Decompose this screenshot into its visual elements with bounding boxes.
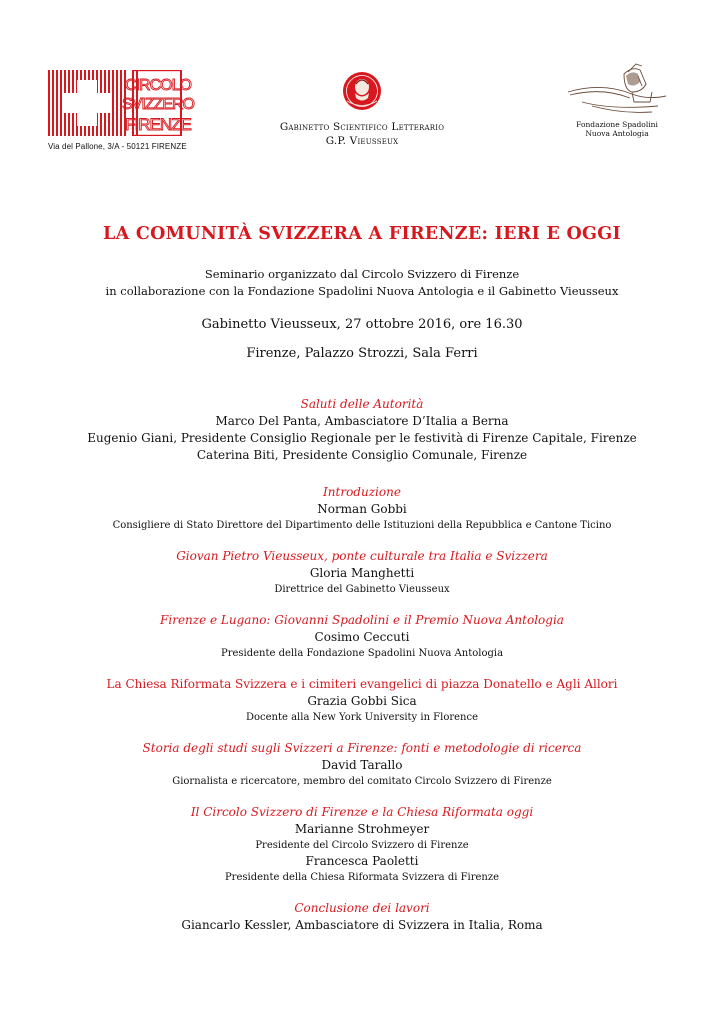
speaker-line: Eugenio Giani, Presidente Consiglio Regionale per le festività di Firenze Capitale, Firenze <box>87 431 637 445</box>
vieusseux-logo <box>262 70 462 150</box>
section-conclusione <box>0 900 724 934</box>
section-talk-1 <box>0 548 724 597</box>
speaker-role: Docente alla New York University in Florence <box>245 712 478 723</box>
section-introduzione <box>0 484 724 533</box>
spadolini-name-line2: Nuova Antologia <box>585 129 649 138</box>
inkwell-quill-icon <box>562 62 672 120</box>
speaker-name: Norman Gobbi <box>317 502 407 516</box>
speaker-name: David Tarallo <box>321 758 403 772</box>
speaker-name: Gloria Manghetti <box>309 566 415 580</box>
speaker-role: Presidente della Fondazione Spadolini Nuova Antologia <box>220 648 504 659</box>
circolo-address: Via del Pallone, 3/A - 50121 FIRENZE <box>48 142 187 151</box>
vieusseux-name-line2: G.P. Vieusseux <box>325 135 399 147</box>
section-title: Firenze e Lugano: Giovanni Spadolini e il Premio Nuova Antologia <box>160 613 564 627</box>
page-title: LA COMUNITÀ SVIZZERA A FIRENZE: IERI E OGGI <box>102 224 622 244</box>
section-talk-2 <box>0 612 724 661</box>
subtitle-line1: Seminario organizzato dal Circolo Svizzero di Firenze <box>204 267 520 281</box>
speaker-role: Consigliere di Stato Direttore del Dipartimento delle Istituzioni della Repubblica e Cantone Ticino <box>112 520 612 531</box>
circolo-svizzero-logo-graphic <box>48 70 195 136</box>
speaker-line: Giancarlo Kessler, Ambasciatore di Svizzera in Italia, Roma <box>181 918 543 932</box>
speaker-line: Caterina Biti, Presidente Consiglio Comunale, Firenze <box>196 448 528 462</box>
spadolini-logo <box>558 62 676 152</box>
section-title: Il Circolo Svizzero di Firenze e la Chiesa Riformata oggi <box>190 805 534 819</box>
section-title: Introduzione <box>323 485 401 499</box>
svg-text:CIRCOLO: CIRCOLO <box>125 77 191 94</box>
speaker-role: Presidente del Circolo Svizzero di Firenze <box>255 840 469 851</box>
svg-text:FIRENZE: FIRENZE <box>125 115 191 134</box>
program-content <box>0 222 724 934</box>
speaker-name: Marianne Strohmeyer <box>294 822 430 836</box>
svg-text:SVIZZERO: SVIZZERO <box>121 96 195 113</box>
speaker-name: Grazia Gobbi Sica <box>307 694 417 708</box>
section-title: Saluti delle Autorità <box>300 397 424 411</box>
venue-date: Gabinetto Vieusseux, 27 ottobre 2016, ore 16.30 <box>201 317 523 332</box>
venue-location: Firenze, Palazzo Strozzi, Sala Ferri <box>246 346 478 361</box>
section-title: Storia degli studi sugli Svizzeri a Firenze: fonti e metodologie di ricerca <box>142 741 582 755</box>
speaker-role: Direttrice del Gabinetto Vieusseux <box>274 584 450 595</box>
section-talk-3 <box>0 676 724 725</box>
speaker-role: Presidente della Chiesa Riformata Svizzera di Firenze <box>224 872 500 883</box>
vieusseux-name-line1: Gabinetto Scientifico Letterario <box>279 121 445 133</box>
section-title: La Chiesa Riformata Svizzera e i cimiteri evangelici di piazza Donatello e Agli Allori <box>106 677 618 691</box>
subtitle <box>0 266 724 300</box>
section-talk-4 <box>0 740 724 789</box>
spadolini-name-line1: Fondazione Spadolini <box>576 120 658 129</box>
vieusseux-seal-icon <box>337 70 387 112</box>
speaker-role: Giornalista e ricercatore, membro del comitato Circolo Svizzero di Firenze <box>172 776 552 787</box>
section-title: Giovan Pietro Vieusseux, ponte culturale tra Italia e Svizzera <box>176 549 548 563</box>
section-title: Conclusione dei lavori <box>294 901 430 915</box>
speaker-name: Francesca Paoletti <box>305 854 419 868</box>
speaker-name: Cosimo Ceccuti <box>314 630 410 644</box>
section-talk-5 <box>0 804 724 885</box>
section-saluti <box>0 396 724 464</box>
speaker-line: Marco Del Panta, Ambasciatore D’Italia a Berna <box>215 414 509 428</box>
circolo-svizzero-logo <box>48 70 195 151</box>
subtitle-line2: in collaborazione con la Fondazione Spadolini Nuova Antologia e il Gabinetto Vieusseux <box>105 284 619 298</box>
